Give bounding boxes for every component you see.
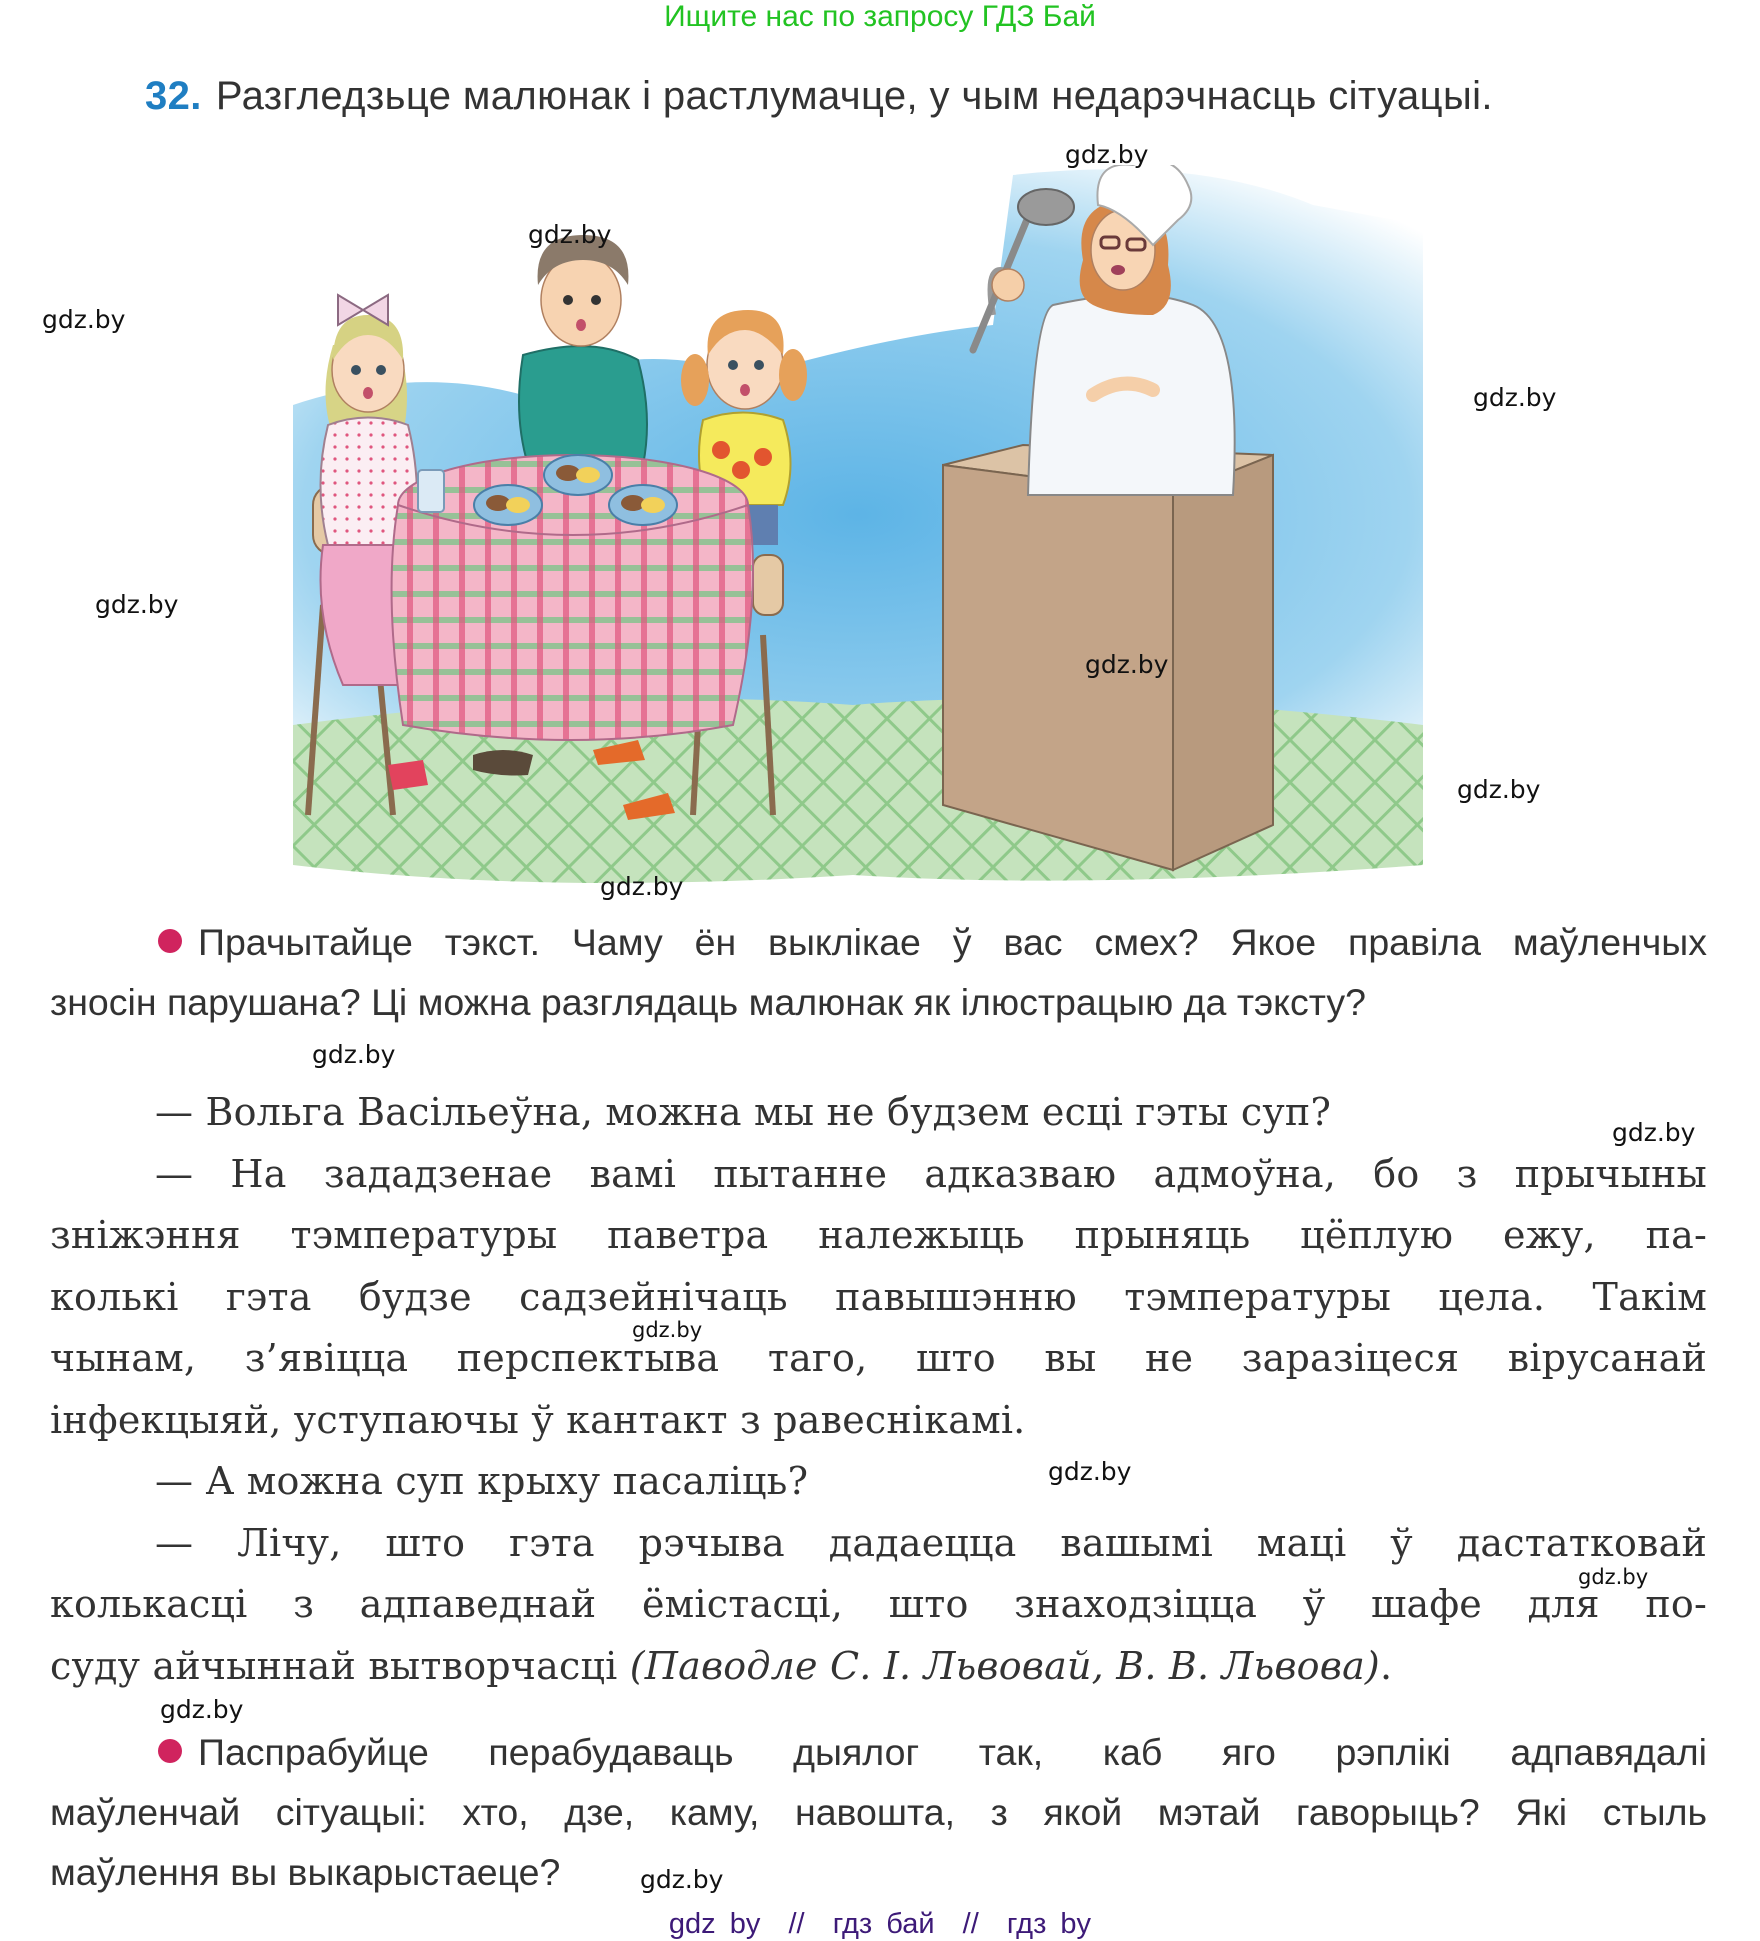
watermark: gdz.by: [600, 872, 684, 901]
question-2-line-3: маўлення вы выкарыстаеце?: [50, 1851, 561, 1893]
task-number: 32.: [145, 74, 202, 118]
question-2-line-1: Паспрабуйце перабудаваць дыялог так, каб яго рэплікі адпавядалі: [50, 1722, 1707, 1782]
watermark: gdz.by: [1085, 650, 1169, 679]
watermark: gdz.by: [42, 305, 126, 334]
dialogue-line: колькі гэта будзе садзейнічаць павышэнню тэмпературы цела. Такім: [50, 1274, 1707, 1319]
illustration: [293, 165, 1423, 890]
watermark: gdz.by: [528, 220, 612, 249]
question-2-line-2: маўленчай сітуацыі: хто, дзе, каму, навошта, з якой мэтай гаворыць? Які стыль: [50, 1791, 1707, 1833]
watermark: gdz.by: [1048, 1457, 1132, 1486]
watermark: gdz.by: [312, 1040, 396, 1069]
table-with-plates: [392, 455, 753, 775]
source-citation: (Паводле С. І. Львовай, В. В. Львова): [629, 1643, 1380, 1688]
watermark: gdz.by: [1578, 1565, 1649, 1589]
bullet-icon: [158, 1739, 182, 1763]
watermark: gdz.by: [640, 1865, 724, 1894]
dialogue-line: зніжэння тэмпературы паветра належыць прыняць цёплую ежу, па-: [50, 1213, 1707, 1257]
footer-links: gdz by // гдз бай // гдз by: [668, 1908, 1092, 1940]
question-1: [50, 912, 1707, 1032]
watermark: gdz.by: [1612, 1118, 1696, 1147]
dialogue-line: чынам, з’явіцца перспектыва таго, што вы не заразіцеся вірусанай: [50, 1336, 1707, 1380]
watermark: gdz.by: [632, 1318, 703, 1342]
bullet-icon: [158, 929, 182, 953]
question-1-line-1: Прачытайце тэкст. Чаму ён выклікае ў вас смех? Якое правіла маўленчых: [50, 912, 1707, 972]
watermark: gdz.by: [95, 590, 179, 619]
dialogue-last-line: суду айчыннай вытворчасці (Паводле С. І. Львовай, В. В. Львова).: [50, 1643, 1393, 1688]
search-banner: Ищите нас по запросу ГДЗ Бай: [664, 0, 1096, 33]
watermark: gdz.by: [1457, 775, 1541, 804]
dialogue-line: колькасці з адпаведнай ёмістасці, што знаходзіцца ў шафе для по-: [50, 1582, 1707, 1626]
watermark: gdz.by: [1065, 140, 1149, 169]
watermark: gdz.by: [160, 1695, 244, 1724]
question-1-line-2: зносін парушана? Ці можна разглядаць малюнак як ілюстрацыю да тэксту?: [50, 981, 1366, 1023]
dialogue-text: [50, 1082, 1707, 1697]
dialogue-line: — Вольга Васільеўна, можна мы не будзем есці гэты суп?: [155, 1090, 1332, 1134]
dialogue-line: — А можна суп крыху пасаліць?: [155, 1459, 809, 1503]
watermark: gdz.by: [1473, 383, 1557, 412]
dialogue-line: — Лічу, што гэта рэчыва дадаецца вашымі маці ў дастатковай: [155, 1520, 1707, 1565]
task-heading: [145, 74, 1493, 119]
dialogue-line: — На зададзенае вамі пытанне адказваю адмоўна, бо з прычыны: [155, 1151, 1707, 1196]
question-2: [50, 1722, 1707, 1902]
boy: [519, 235, 647, 465]
dialogue-line: інфекцыяй, уступаючы ў кантакт з равеснікамі.: [50, 1397, 1026, 1442]
task-instruction: Разгледзьце малюнак і растлумачце, у чым недарэчнасць сітуацыі.: [215, 74, 1493, 118]
